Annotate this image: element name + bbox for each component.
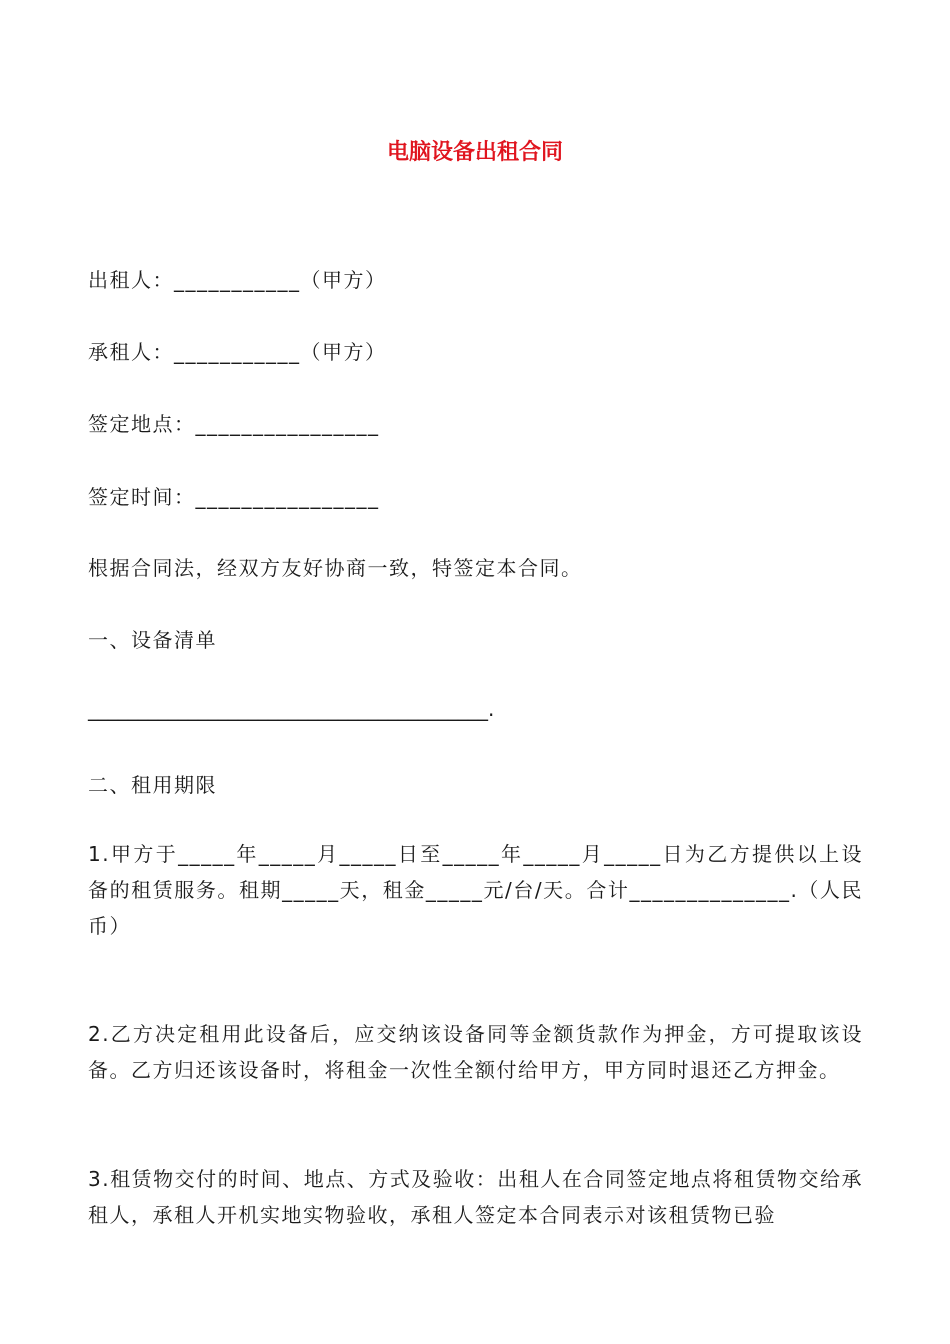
document-title: 电脑设备出租合同	[386, 140, 563, 165]
sign-place-line: 签定地点：________________	[88, 412, 380, 436]
clause-2: 2.乙方决定租用此设备后，应交纳该设备同等金额货款作为押金，方可提取该设备。乙方归还该设备时，将租金一次性全额付给甲方，甲方同时退还乙方押金。	[88, 1022, 863, 1082]
section1-heading: 一、设备清单	[88, 628, 217, 652]
preamble-text: 根据合同法，经双方友好协商一致，特签定本合同。	[88, 556, 583, 580]
lessor-line: 出租人：___________（甲方）	[88, 268, 387, 292]
clause-3: 3.租赁物交付的时间、地点、方式及验收：出租人在合同签定地点将租赁物交给承租人，承租人开机实地实物验收，承租人签定本合同表示对该租赁物已验	[88, 1167, 863, 1227]
lessee-line: 承租人：___________（甲方）	[88, 340, 387, 364]
section2-heading: 二、租用期限	[88, 773, 217, 797]
equipment-list-blank: ________________________________________.	[88, 697, 495, 721]
sign-time-line: 签定时间：________________	[88, 485, 380, 509]
clause-1: 1.甲方于_____年_____月_____日至_____年_____月_____日为乙方提供以上设备的租赁服务。租期_____天，租金_____元/台/天。合计______________.（人民币）	[88, 842, 863, 938]
